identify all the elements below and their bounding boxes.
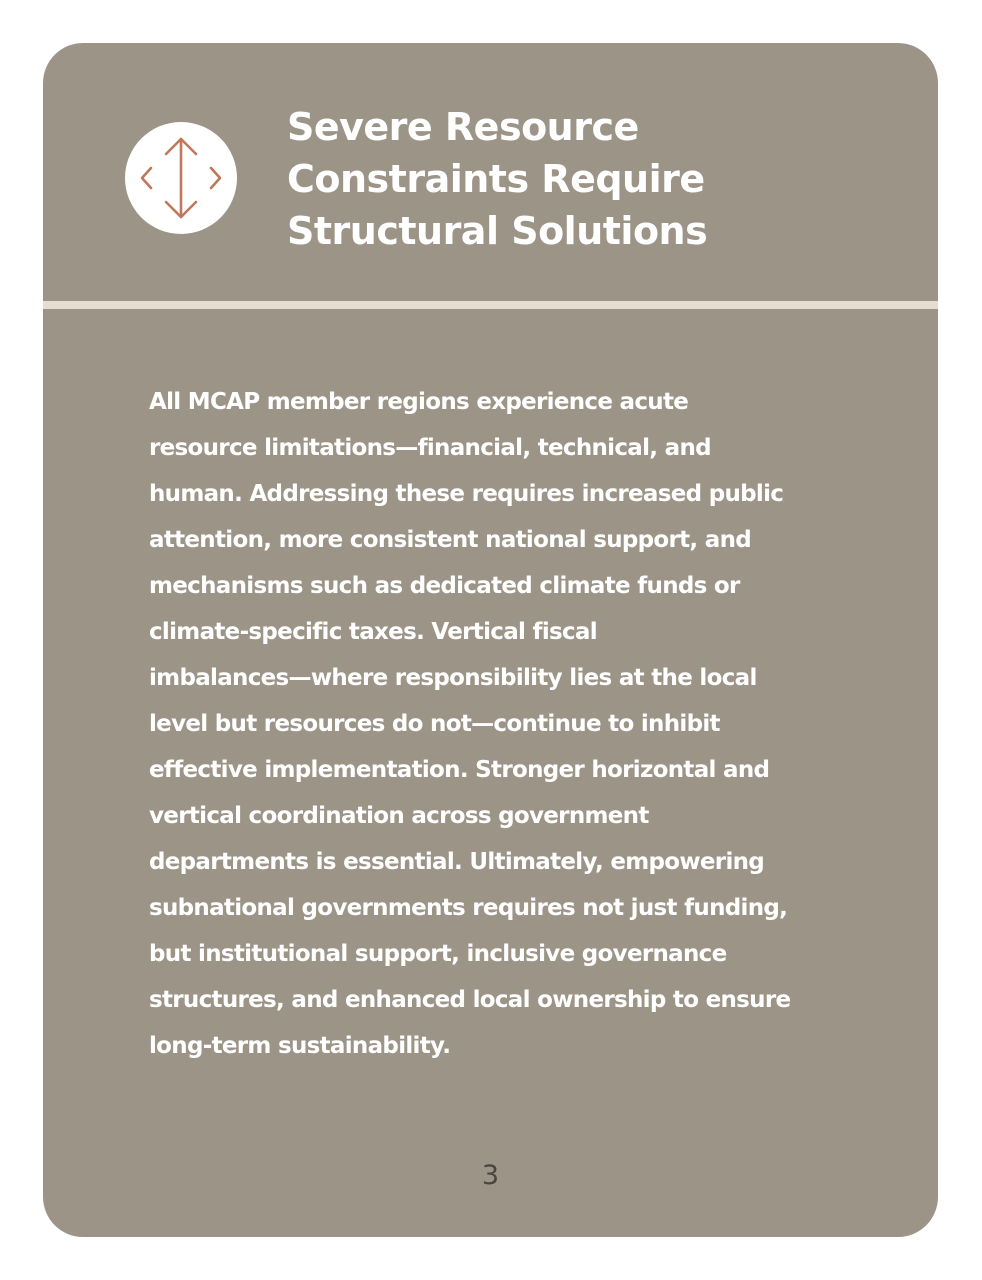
body-line: but institutional support, inclusive governance: [149, 941, 727, 967]
page-number: 3: [481, 1160, 500, 1191]
title-line: Structural Solutions: [287, 209, 708, 253]
body-line: mechanisms such as dedicated climate funds or: [149, 573, 740, 599]
body-line: climate-specific taxes. Vertical fiscal: [149, 619, 597, 645]
body-line: level but resources do not—continue to inhibit: [149, 711, 720, 737]
body-line: subnational governments requires not just funding,: [149, 895, 788, 921]
title-line: Constraints Require: [287, 157, 705, 201]
body-line: departments is essential. Ultimately, empowering: [149, 849, 765, 875]
content-card: [43, 43, 938, 1237]
body-paragraph: [149, 379, 849, 1069]
body-line: vertical coordination across government: [149, 803, 649, 829]
body-line: effective implementation. Stronger horizontal and: [149, 757, 770, 783]
body-line: human. Addressing these requires increased public: [149, 481, 784, 507]
body-line: long-term sustainability.: [149, 1033, 451, 1059]
body-line: All MCAP member regions experience acute: [149, 389, 689, 415]
body-line: imbalances—where responsibility lies at the local: [149, 665, 757, 691]
body-line: attention, more consistent national support, and: [149, 527, 752, 553]
body-line: structures, and enhanced local ownership to ensure: [149, 987, 791, 1013]
body-line: resource limitations—financial, technical, and: [149, 435, 711, 461]
section-divider: [43, 301, 938, 309]
title-line: Severe Resource: [287, 105, 639, 149]
card-title: [287, 101, 847, 257]
icon-badge: [125, 122, 237, 234]
arrows-expand-icon: [125, 122, 237, 234]
